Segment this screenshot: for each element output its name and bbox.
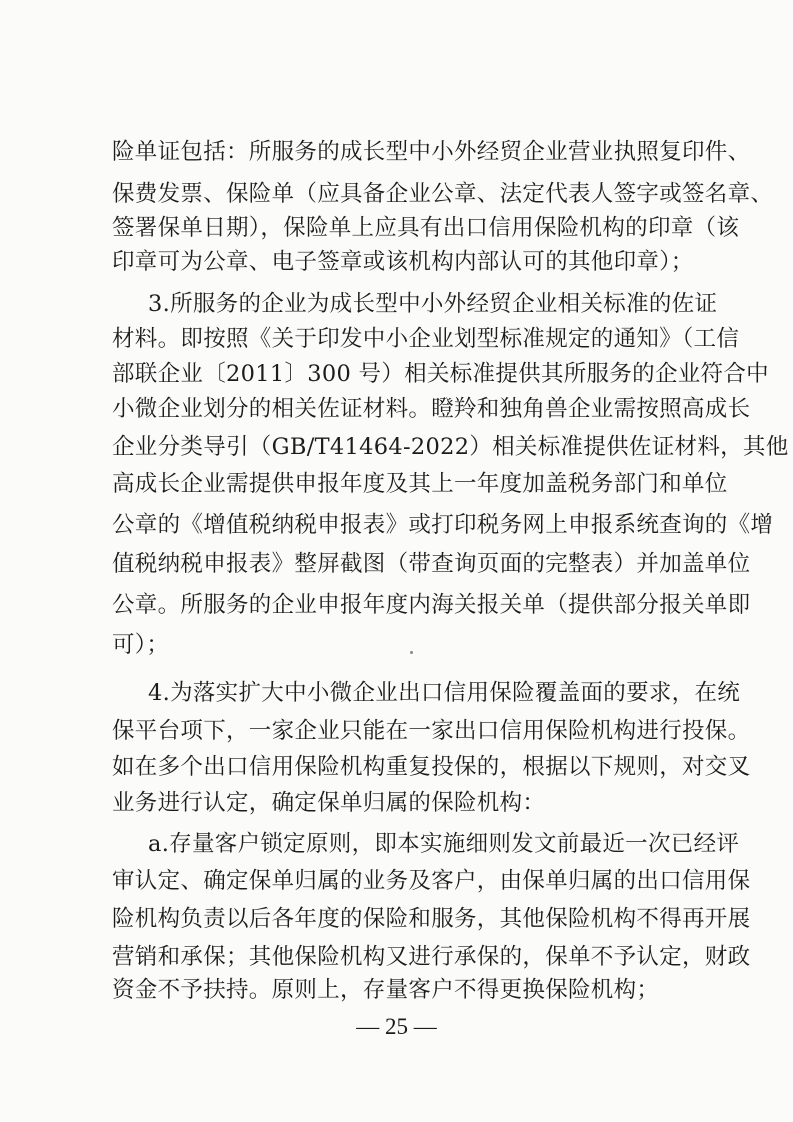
- text-line: 营销和承保；其他保险机构又进行承保的，保单不予认定，财政: [112, 944, 751, 970]
- text-line: 材料。即按照《关于印发中小企业划型标准规定的通知》（工信: [112, 326, 740, 352]
- text-line: 企业分类导引（GB/T41464-2022）相关标准提供佐证材料，其他: [112, 434, 789, 460]
- text-line: 公章的《增值税纳税申报表》或打印税务网上申报系统查询的《增: [112, 512, 774, 538]
- paragraph-3-start: 3.所服务的企业为成长型中小外经贸企业相关标准的佐证: [148, 291, 718, 317]
- text-line: 保费发票、保险单（应具备企业公章、法定代表人签字或签名章、: [112, 181, 774, 207]
- text-line: 保平台项下，一家企业只能在一家出口信用保险机构进行投保。: [112, 718, 751, 744]
- paragraph-4-start: 4.为落实扩大中小微企业出口信用保险覆盖面的要求，在统: [148, 680, 741, 706]
- text-line: 高成长企业需提供申报年度及其上一年度加盖税务部门和单位: [112, 471, 728, 497]
- paragraph-a-start: a.存量客户锁定原则，即本实施细则发文前最近一次已经评: [148, 831, 740, 857]
- text-line: 可）；: [112, 632, 170, 658]
- text-line: 部联企业〔2011〕300 号）相关标准提供其所服务的企业符合中: [112, 361, 769, 387]
- text-line: 如在多个出口信用保险机构重复投保的，根据以下规则，对交叉: [112, 754, 751, 780]
- text-line: 业务进行认定，确定保单归属的保险机构：: [112, 790, 546, 816]
- page-number: — 25 —: [356, 1014, 437, 1039]
- text-line: 小微企业划分的相关佐证材料。瞪羚和独角兽企业需按照高成长: [112, 396, 751, 422]
- text-line: 印章可为公章、电子签章或该机构内部认可的其他印章）；: [112, 249, 694, 275]
- text-line: 签署保单日期），保险单上应具有出口信用保险机构的印章（该: [112, 215, 740, 241]
- text-line: 公章。所服务的企业申报年度内海关报关单（提供部分报关单即: [112, 592, 751, 618]
- text-line: 险单证包括：所服务的成长型中小外经贸企业营业执照复印件、: [112, 139, 751, 165]
- text-line: 审认定、确定保单归属的业务及客户，由保单归属的出口信用保: [112, 868, 751, 894]
- text-line: 值税纳税申报表》整屏截图（带查询页面的完整表）并加盖单位: [112, 551, 751, 577]
- scan-speck: [410, 651, 413, 654]
- text-line: 险机构负责以后各年度的保险和服务，其他保险机构不得再开展: [112, 906, 751, 932]
- text-line: 资金不予扶持。原则上，存量客户不得更换保险机构；: [112, 977, 660, 1003]
